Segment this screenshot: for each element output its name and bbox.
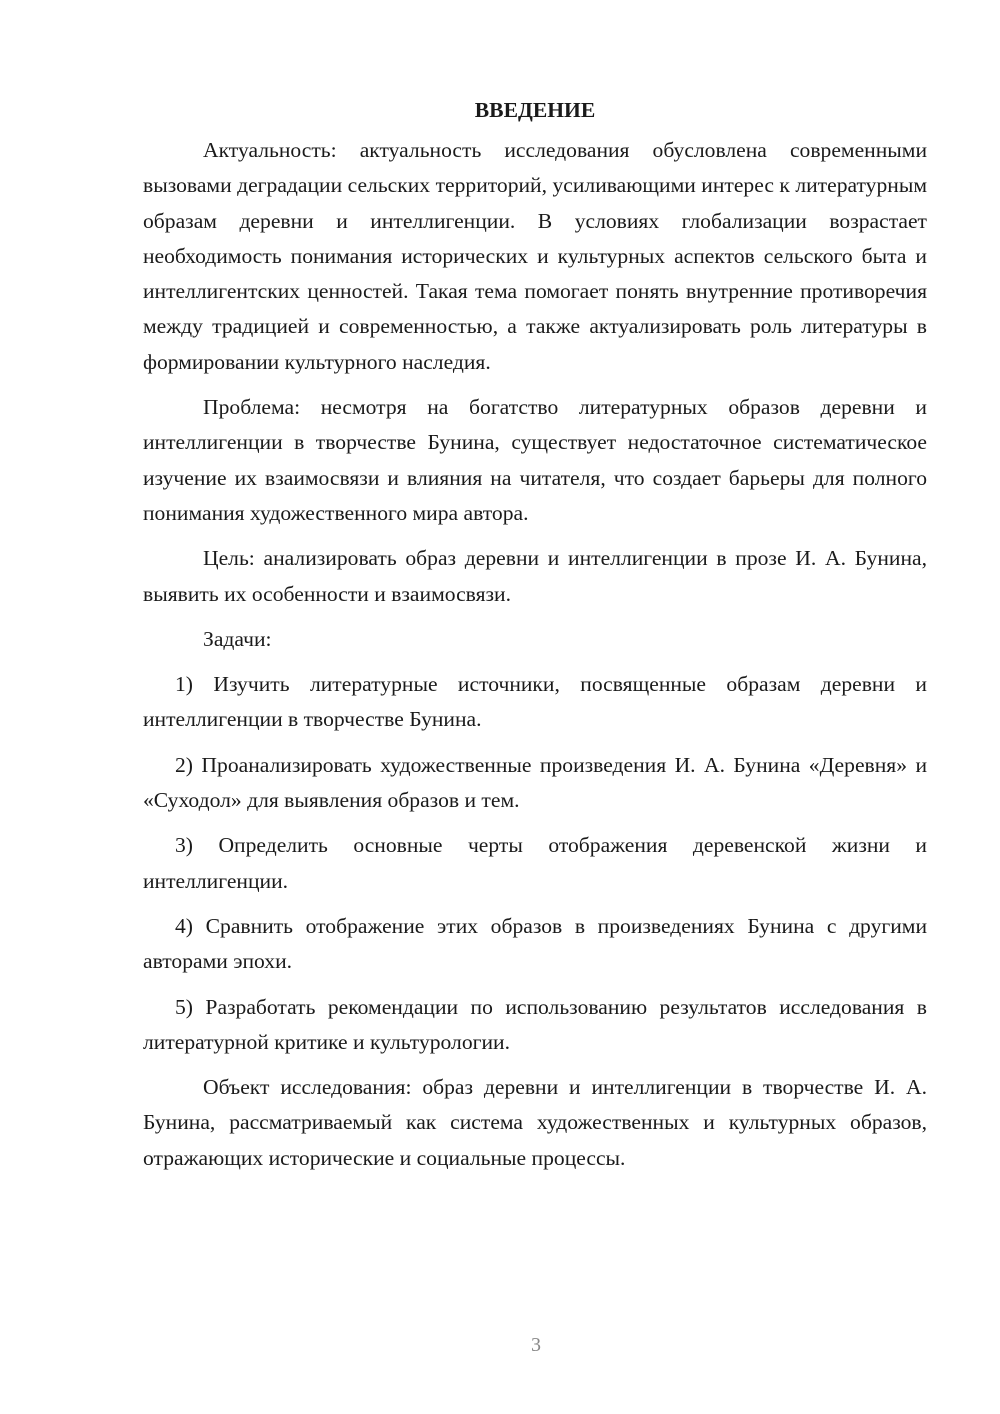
task-item-2: 2) Проанализировать художественные произведения И. А. Бунина «Деревня» и «Суходол» для выявления образов и тем.	[143, 752, 927, 813]
paragraph-goal: Цель: анализировать образ деревни и интеллигенции в прозе И. А. Бунина, выявить их особенности и взаимосвязи.	[143, 546, 927, 606]
page-number: 3	[531, 1334, 541, 1356]
document-page	[143, 96, 927, 1186]
tasks-label: Задачи:	[203, 626, 272, 651]
task-item-5: 5) Разработать рекомендации по использованию результатов исследования в литературной критике и культурологии.	[143, 994, 927, 1054]
paragraph-object: Объект исследования: образ деревни и интеллигенции в творчестве И. А. Бунина, рассматриваемый как система художественных и культурных образов, отражающих исторические и социальные процессы.	[143, 1075, 927, 1170]
paragraph-relevance: Актуальность: актуальность исследования обусловлена современными вызовами деградации сельских территорий, усиливающими интерес к литературным образам деревни и интеллигенции. В условиях глобализации возрастает необходимость понимания исторических и культурных аспектов сельского быта и интеллигентских ценностей. Такая тема помогает понять внутренние противоречия между традицией и современностью, а также актуализировать роль литературы в формировании культурного наследия.	[143, 138, 927, 374]
paragraph-problem: Проблема: несмотря на богатство литературных образов деревни и интеллигенции в творчестве Бунина, существует недостаточное систематическое изучение их взаимосвязи и влияния на читателя, что создает барьеры для полного понимания художественного мира автора.	[143, 395, 927, 525]
section-heading: ВВЕДЕНИЕ	[474, 98, 596, 122]
task-item-4: 4) Сравнить отображение этих образов в произведениях Бунина с другими авторами эпохи.	[143, 913, 927, 974]
task-item-3: 3) Определить основные черты отображения деревенской жизни и интеллигенции.	[143, 833, 927, 893]
task-item-1: 1) Изучить литературные источники, посвященные образам деревни и интеллигенции в творчестве Бунина.	[143, 672, 927, 732]
